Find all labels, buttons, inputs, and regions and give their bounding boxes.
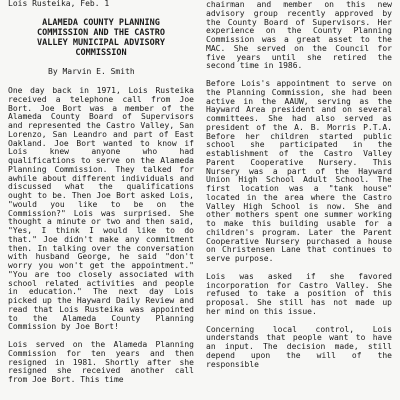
right-column <box>206 0 392 378</box>
heading-line: COMMISSION AND THE CASTRO <box>37 28 165 38</box>
body-paragraph: Lois was asked if she favored incorporation for Castro Valley. She refused to take a position of this proposal. She still has not made up her mind on this issue. <box>206 271 392 316</box>
heading-line: ALAMEDA COUNTY PLANNING <box>42 18 160 28</box>
body-paragraph: Before Lois's appointment to serve on the Planning Commission, she had been active in the AAUW, serving as the Hayward Area president and on several committees. She had also served as president of the A. B. Morris P.T.A. Before her children started public school she participated in the establishment of the Castro Valley Parent Cooperative Nursery. This Nursery was a part of the Hayward Union High School Adult School. The first location was a "tank house" located in the area where the Castro Valley High School is now. She and other mothers spent one summer working to make this building usable for a children's program. Later the Parent Cooperative Nursery purchased a house on Christensen Lane that continues to serve purpose. <box>206 79 392 263</box>
byline: By Marvin E. Smith <box>48 67 135 76</box>
heading-line: COMMISSION <box>75 48 127 58</box>
body-paragraph: One day back in 1971, Lois Rusteika received a telephone call from Joe Bort. Joe Bort was a member of the Alameda County Board of Supervisors and represented the Castro Valley, San Lorenzo, San Leandro and part of East Oakland. Joe Bort wanted to know if Lois knew anyone who had qualifications to serve on the Alameda Planning Commission. They talked for awhile about different individuals and discussed what the qualifications ought to be. Then Joe Bort asked Lois, "would you like to be on the Commission?" Lois was surprised. She thought a minute or two and then said, "Yes, I think I would like to do that." Joe didn't make any commitment then. In talking over the conversation with husband George, he said "don't worry you won't get the appointment." "You are too closely associated with school related activities and people in education." The next day Lois picked up the Hayward Daily Review and read that Lois Rusteika was appointed to the Alameda County Planning Commission by Joe Bort! <box>8 86 194 332</box>
left-column <box>8 0 194 394</box>
body-paragraph: Concerning local control, Lois understands that people want to have an input. The decision made, still depend upon the will of the responsible <box>206 324 392 369</box>
page-header-cutoff: Lois Rusteika, Feb. 1 <box>8 0 110 8</box>
article-heading <box>8 18 194 58</box>
body-paragraph: Lois served on the Alameda Planning Commission for ten years and then resigned in 1981. Shortly after she resigned she received another call from Joe Bort. This time <box>8 340 194 384</box>
heading-line: VALLEY MUNICIPAL ADVISORY <box>37 38 165 48</box>
continued-paragraph: chairman and member on this new advisory group recently approved by the County Board of Supervisors. Her experience on the County Planning Commission was a great asset to the MAC. She served on the Council for five years until she retired the second time in 1986. <box>206 0 392 71</box>
